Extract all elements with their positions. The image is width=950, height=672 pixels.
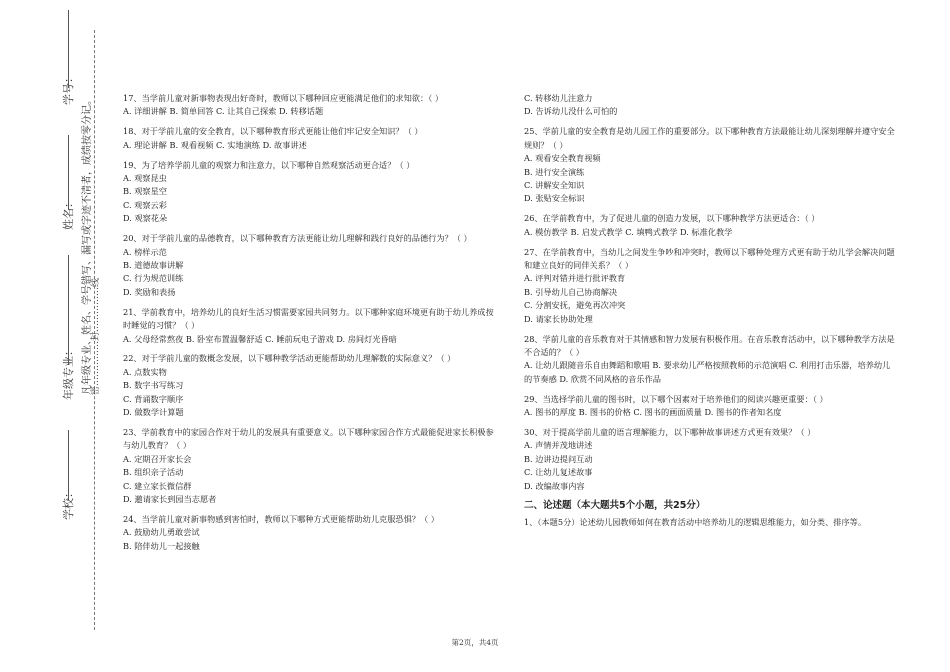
option: A. 声情并茂地讲述 [524,440,593,451]
option: B. 引导幼儿自己协商解决 [524,286,618,297]
question-stem: 20、对于学前儿童的品德教育，以下哪种教育方法更能让幼儿理解和践行良好的品德行为？（ ） [123,233,472,244]
option: C. 转移幼儿注意力 [524,93,593,103]
option: A. 榜样示范 [123,246,167,257]
binding-margin [0,0,110,672]
option: A. 父母经常熬夜 B. 卧室布置温馨舒适 C. 睡前玩电子游戏 D. 房间灯光昏暗 [123,333,397,344]
option: D. 请家长协助处理 [524,313,593,324]
question-stem: 23、学前教育中的家园合作对于幼儿的发展具有重要意义。以下哪种家园合作方式最能促进家长积极参与幼儿教育？（ ） [123,426,494,451]
option: D. 张贴安全标识 [524,193,585,204]
notice-text: 凡年级专业、姓名、学号错写、漏写或字迹不清者，成绩按零分记。 [82,95,93,395]
student-no-label: 学号： [62,72,75,105]
option: B. 数字书写练习 [123,380,184,391]
question [524,393,896,420]
question [524,426,896,493]
question [524,333,896,387]
question-stem: 29、当选择学前儿童的图书时，以下哪个因素对于培养他们的阅读兴趣更重要：（ ） [524,393,828,404]
question [524,125,896,205]
question [123,232,495,299]
option: C. 讲解安全知识 [524,179,585,190]
option: B. 道德故事讲解 [123,259,184,270]
option: D. 奖励和表扬 [123,286,176,297]
question-stem: 30、对于提高学前儿童的语言理解能力，以下哪种故事讲述方式更有效果？（ ） [524,426,816,437]
option: A. 点数实物 [123,366,167,377]
question-stem: 28、学前儿童的音乐教育对于其情感和智力发展有积极作用。在音乐教育活动中，以下哪种教学方法是不合适的？（ ） [524,333,895,357]
question [524,246,896,326]
option: C. 背诵数字顺序 [123,393,184,404]
question-stem: 19、为了培养学前儿童的观察力和注意力，以下哪种自然观察活动更合适？（ ） [123,159,415,170]
option: C. 观察云彩 [123,199,167,210]
seal-text: 密……………封……………线 [91,277,101,395]
name-line [68,135,69,210]
question-stem: 21、学前教育中，培养幼儿的良好生活习惯需要家园共同努力。以下哪种家庭环境更有助于幼儿养成按时睡觉的习惯？（ ） [123,306,494,331]
option: C. 分割安抚，避免再次冲突 [524,300,626,311]
option: B. 边讲边提问互动 [524,453,593,464]
question-stem: 17、当学前儿童对新事物表现出好奇时，教师以下哪种回应更能满足他们的求知欲：（ ） [123,93,444,103]
question [123,513,495,553]
question [123,426,495,506]
section-2-title: 二、论述题（本大题共5个小题，共25分） [524,500,706,512]
essay-question-1: 1、（本题5分）论述幼儿园教师如何在教育活动中培养幼儿的逻辑思维能力，如分类、排序等。 [524,516,867,527]
question-stem: 25、学前儿童的安全教育是幼儿园工作的重要部分。以下哪种教育方法最能让幼儿深刻理解并遵守安全规则？（ ） [524,126,895,150]
grade-line [68,255,69,365]
page-footer: 第2页，共4页 [451,638,499,647]
question-stem: 18、对于学前儿童的安全教育，以下哪种教育形式更能让他们牢记安全知识？（ ） [123,126,423,137]
option: C. 行为规范训练 [123,273,184,284]
question-stem: 27、在学前教育中，当幼儿之间发生争吵和冲突时，教师以下哪种处理方式更有助于幼儿学会解决问题和建立良好的同伴关系？（ ） [524,246,895,270]
question [123,125,495,152]
school-label: 学校： [62,487,75,520]
option: A. 理论讲解 B. 观看视频 C. 实地演练 D. 故事讲述 [123,139,307,150]
option: D. 做数学计算题 [123,407,184,418]
option: A. 模仿教学 B. 启发式教学 C. 填鸭式教学 D. 标准化教学 [524,226,733,237]
option: A. 详细讲解 B. 简单回答 C. 让其自己探索 D. 转移话题 [123,106,324,117]
option: B. 陪伴幼儿一起接触 [123,540,200,551]
option: A. 观察昆虫 [123,173,167,184]
grade-label: 年级专业： [62,345,75,400]
student-no-line [68,10,69,88]
option: A. 让幼儿跟随音乐自由舞蹈和歌唱 B. 要求幼儿严格按照教师的示范演唱 C. 利用打击乐器，培养幼儿的节奏感 D. 欣赏不同风格的音乐作品 [524,360,891,384]
name-label: 姓名： [62,197,75,230]
option: A. 图书的厚度 B. 图书的价格 C. 图书的画面质量 D. 图书的作者知名度 [524,407,782,418]
option: C. 建立家长微信群 [123,480,192,491]
question [524,212,896,239]
right-column [524,92,896,536]
left-column [123,92,495,560]
option: B. 组织亲子活动 [123,467,184,478]
question [123,306,495,346]
option: A. 评判对错并进行批评教育 [524,273,626,284]
option: D. 告诉幼儿没什么可怕的 [524,106,618,117]
question [123,159,495,226]
option: A. 定期召开家长会 [123,453,192,464]
option: D. 观察花朵 [123,213,168,224]
question-stem: 22、对于学前儿童的数概念发展，以下哪种教学活动更能帮助幼儿理解数的实际意义？（ ） [123,353,456,364]
question-24-continued [524,92,896,119]
option: A. 观看安全教育视频 [524,153,601,164]
option: C. 让幼儿复述故事 [524,467,593,478]
question [123,352,495,419]
question [123,92,495,119]
option: D. 邀请家长到园当志愿者 [123,493,217,504]
option: B. 进行安全演练 [524,166,585,177]
option: B. 观察星空 [123,186,167,197]
option: A. 鼓励幼儿勇敢尝试 [123,527,200,538]
option: D. 改编故事内容 [524,480,585,491]
question-stem: 24、当学前儿童对新事物感到害怕时，教师以下哪种方式更能帮助幼儿克服恐惧？（ ） [123,513,439,524]
question-stem: 26、在学前教育中，为了促进儿童的创造力发展，以下哪种教学方法更适合：（ ） [524,213,820,224]
school-line [68,430,69,500]
